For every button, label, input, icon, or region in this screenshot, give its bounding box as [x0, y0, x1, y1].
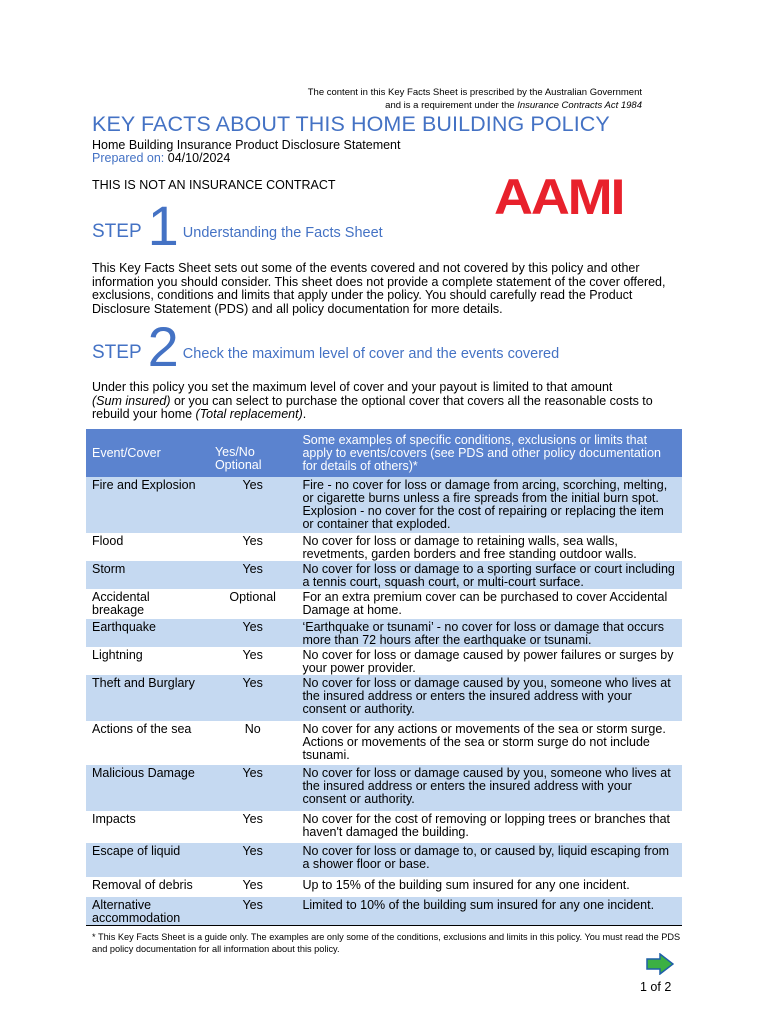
cell-examples: No cover for loss or damage to a sporting surface or court including a tennis court, squash court, or multi-court surface.	[296, 561, 682, 589]
prepared-label: Prepared on:	[92, 151, 165, 165]
cell-yesno: Yes	[242, 648, 263, 662]
table-row	[86, 619, 682, 647]
step-1-heading	[92, 194, 383, 257]
step-2-body: Under this policy you set the maximum level of cover and your payout is limited to that amount (Sum insured) or you can select to purchase the optional cover that covers all the reasonable costs to rebuild your home (Total replacement).	[92, 380, 653, 421]
cell-examples: Limited to 10% of the building sum insured for any one incident.	[296, 897, 682, 926]
cell-event: Earthquake	[86, 619, 209, 647]
step-number: 1	[147, 194, 179, 257]
step-word: STEP	[92, 342, 142, 363]
table-row	[86, 561, 682, 589]
header-event: Event/Cover	[86, 429, 209, 477]
table-row	[86, 675, 682, 721]
table-row	[86, 811, 682, 843]
table-row	[86, 589, 682, 619]
cell-event: Alternative accommodation	[86, 897, 209, 926]
step-word: STEP	[92, 221, 142, 242]
cell-examples: ‘Earthquake or tsunami’ - no cover for loss or damage that occurs more than 72 hours after the earthquake or tsunami.	[296, 619, 682, 647]
cell-yesno: Yes	[209, 477, 297, 533]
key-facts-table	[86, 429, 682, 926]
cell-event: Fire and Explosion	[86, 477, 209, 533]
cell-event: Malicious Damage	[86, 765, 209, 811]
step-title: Check the maximum level of cover and the events covered	[182, 346, 560, 362]
prescribed-line-2: and is a requirement under the Insurance Contracts Act 1984	[385, 100, 642, 111]
cell-examples: No cover for loss or damage to retaining walls, sea walls, revetments, garden borders and free standing outdoor walls.	[302, 534, 637, 561]
header-yesno: Yes/No Optional	[209, 429, 297, 477]
table-row	[86, 477, 682, 533]
cell-event: Theft and Burglary	[86, 675, 209, 721]
arrow-right-icon[interactable]	[646, 953, 674, 980]
footnote: * This Key Facts Sheet is a guide only. The examples are only some of the conditions, exclusions and limits in this policy. You must read the PDS and policy documentation for all information about this policy.	[92, 932, 681, 954]
act-name: Insurance Contracts Act 1984	[517, 100, 642, 111]
cell-examples: No cover for loss or damage to, or caused by, liquid escaping from a shower floor or base.	[296, 843, 682, 877]
cell-event: Storm	[86, 561, 209, 589]
table-row	[86, 877, 682, 897]
table-header-row	[86, 429, 682, 477]
cell-yesno: Yes	[209, 561, 297, 589]
step-number: 2	[147, 315, 179, 378]
prescribed-notice	[308, 86, 642, 112]
cell-examples: No cover for loss or damage caused by you, someone who lives at the insured address or enters the insured address with your consent or authority.	[296, 675, 682, 721]
cell-yesno: Yes	[209, 619, 297, 647]
table-row	[86, 897, 682, 926]
cell-yesno: Yes	[209, 843, 297, 877]
cell-yesno: Yes	[242, 878, 263, 892]
cell-examples: No cover for the cost of removing or lopping trees or branches that haven't damaged the building.	[302, 812, 671, 839]
cell-yesno: Optional	[229, 590, 276, 604]
step-1-body: This Key Facts Sheet sets out some of the events covered and not covered by this policy and other information you should consider. This sheet does not provide a complete statement of the cover offered, exclusions, conditions and limits that apply under the policy. You should carefully read the Product Disclosure Statement (PDS) and all policy documentation for more details.	[92, 261, 666, 316]
cell-examples: Up to 15% of the building sum insured for any one incident.	[302, 878, 630, 892]
cell-event: Actions of the sea	[92, 722, 192, 736]
cell-yesno: Yes	[242, 812, 263, 826]
header-examples: Some examples of specific conditions, exclusions or limits that apply to events/covers (see PDS and other policy documentation for details of others)*	[296, 429, 682, 477]
cell-yesno: No	[244, 722, 261, 736]
cell-event: Lightning	[92, 648, 143, 662]
aami-logo: AAMI	[494, 169, 624, 225]
step-title: Understanding the Facts Sheet	[182, 225, 383, 241]
step-2-heading	[92, 315, 560, 378]
cell-event: Flood	[92, 534, 124, 548]
not-contract-notice: THIS IS NOT AN INSURANCE CONTRACT	[92, 178, 336, 192]
cell-examples: No cover for loss or damage caused by power failures or surges by your power provider.	[302, 648, 674, 675]
cell-yesno: Yes	[209, 897, 297, 926]
prepared-on	[92, 151, 230, 165]
cell-examples: For an extra premium cover can be purchased to cover Accidental Damage at home.	[302, 590, 668, 617]
table-row	[86, 533, 682, 561]
cell-event: Escape of liquid	[86, 843, 209, 877]
cell-event: Removal of debris	[92, 878, 193, 892]
table-row	[86, 843, 682, 877]
cell-yesno: Yes	[242, 534, 263, 548]
prepared-date: 04/10/2024	[167, 151, 231, 165]
prescribed-line-1: The content in this Key Facts Sheet is prescribed by the Australian Government	[307, 87, 642, 98]
cell-examples: No cover for any actions or movements of the sea or storm surge. Actions or movements of the sea or storm surge do not include tsunami.	[302, 722, 666, 762]
cell-examples: No cover for loss or damage caused by you, someone who lives at the insured address or enters the insured address with your consent or authority.	[296, 765, 682, 811]
table-row	[86, 721, 682, 765]
cell-event: Accidental breakage	[92, 590, 150, 617]
page-title: KEY FACTS ABOUT THIS HOME BUILDING POLICY	[92, 112, 610, 136]
page-number: 1 of 2	[640, 980, 672, 994]
pds-subtitle: Home Building Insurance Product Disclosure Statement	[92, 138, 401, 152]
cell-examples: Fire - no cover for loss or damage from arcing, scorching, melting, or cigarette burns unless a fire spreads from the initial burn spot. Explosion - no cover for the cost of repairing or replacing the item or container that exploded.	[296, 477, 682, 533]
table-row	[86, 765, 682, 811]
table-row	[86, 647, 682, 675]
cell-yesno: Yes	[209, 765, 297, 811]
cell-yesno: Yes	[209, 675, 297, 721]
cell-event: Impacts	[92, 812, 136, 826]
